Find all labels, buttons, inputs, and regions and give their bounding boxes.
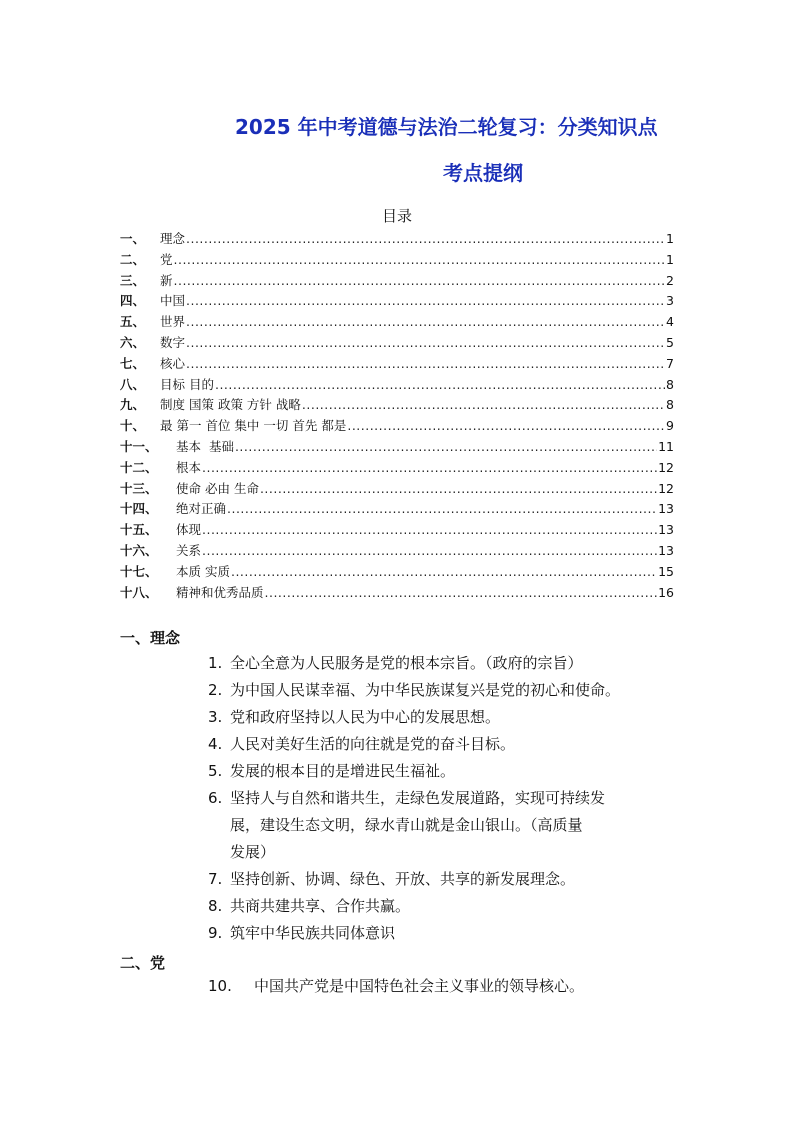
toc-entry[interactable] [120,271,674,292]
toc-entry-label: 基本 基础 [176,438,234,454]
toc-dot-leader [186,356,665,371]
list-item-number: 6. [208,789,223,807]
toc-entry-page: 8 [666,397,674,413]
toc-entry-label: 理念 [160,231,186,246]
list-item-line: 筑牢中华民族共同体意识 [230,924,396,942]
toc-entry-number: 十一、 [120,438,158,454]
title-line-2: 考点提纲 [443,161,523,185]
toc-entry-label: 本质 实质 [176,563,230,579]
toc-entry-number: 一、 [120,231,146,246]
list-item-text [230,704,678,731]
list-item-number: 9. [208,924,223,942]
toc-entry-page: 13 [658,501,674,517]
toc-entry[interactable] [120,437,674,458]
toc-entry-page: 1 [666,251,674,267]
list-item-line: 全心全意为人民服务是党的根本宗旨。（政府的宗旨） [230,654,583,672]
toc-dot-leader [174,273,666,288]
list-item [208,731,678,758]
toc-entry[interactable] [120,291,674,312]
section-heading-concepts: 一、理念 [120,629,181,647]
toc-dot-leader [174,252,666,267]
toc-dot-leader [265,585,658,600]
toc-entry-number: 二、 [120,251,146,267]
list-item-line: 中国共产党是中国特色社会主义事业的领导核心。 [254,977,585,995]
list-item-text [230,893,678,920]
toc-dot-leader [186,314,665,329]
toc-entry-page: 15 [658,563,674,579]
toc-entry[interactable] [120,416,674,437]
list-item-number: 8. [208,897,223,915]
list-item [208,704,678,731]
list-item-number: 5. [208,762,223,780]
toc-entry-label: 根本 [176,459,202,475]
list-item [208,650,678,677]
toc-entry-page: 3 [666,293,674,309]
toc-entry-page: 2 [666,272,674,288]
toc-dot-leader [186,231,665,246]
toc-entry-label: 体现 [176,522,202,538]
list-item-line: 共商共建共享、合作共赢。 [230,897,411,915]
section-party-list [208,973,678,1000]
list-item-line: 展，建设生态文明，绿水青山就是金山银山。（高质量 [230,816,583,834]
toc-entry-number: 十三、 [120,480,158,496]
table-of-contents [120,229,674,603]
toc-entry-number: 七、 [120,355,146,371]
toc-dot-leader [202,543,657,558]
toc-dot-leader [235,439,657,454]
toc-entry[interactable] [120,583,674,604]
list-item-line: 为中国人民谋幸福、为中华民族谋复兴是党的初心和使命。 [230,681,621,699]
toc-entry-label: 关系 [176,542,202,558]
list-item-number: 3. [208,708,223,726]
toc-entry-number: 十八、 [120,584,158,600]
toc-entry-number: 六、 [120,334,146,350]
toc-entry-label: 新 [160,272,173,288]
toc-entry[interactable] [120,479,674,500]
toc-entry-number: 三、 [120,272,146,288]
toc-entry[interactable] [120,312,674,333]
list-item-text [254,973,678,1000]
toc-entry-page: 5 [666,334,674,350]
toc-entry-number: 十七、 [120,563,158,579]
toc-entry[interactable] [120,354,674,375]
list-item-text [230,920,678,947]
list-item-text [230,731,678,758]
list-item-text [230,650,678,677]
toc-entry-label: 世界 [160,314,186,330]
list-item-number: 10. [208,977,232,995]
list-item [208,866,678,893]
toc-dot-leader [215,377,665,392]
toc-entry-number: 十五、 [120,522,158,538]
toc-entry[interactable] [120,458,674,479]
list-item-line: 人民对美好生活的向往就是党的奋斗目标。 [230,735,516,753]
list-item [208,758,678,785]
toc-entry-number: 十四、 [120,501,158,517]
toc-dot-leader [186,293,665,308]
list-item-text [230,785,678,866]
toc-dot-leader [302,397,665,412]
toc-entry-page: 13 [658,522,674,538]
list-item-number: 2. [208,681,223,699]
toc-entry-page: 11 [658,438,674,454]
list-item [208,893,678,920]
toc-entry-label: 目标 目的 [160,376,214,392]
toc-entry-label: 数字 [160,334,186,350]
toc-entry-label: 党 [160,251,173,267]
list-item-number: 7. [208,870,223,888]
list-item [208,677,678,704]
toc-entry-page: 16 [658,584,674,600]
list-item-number: 4. [208,735,223,753]
list-item-line: 发展） [230,843,276,861]
toc-entry[interactable] [120,333,674,354]
toc-dot-leader [202,522,657,537]
toc-entry[interactable] [120,562,674,583]
toc-entry-label: 绝对正确 [176,501,227,517]
toc-entry-page: 12 [658,459,674,475]
toc-entry-number: 四、 [120,293,146,309]
toc-entry-label: 核心 [160,355,186,371]
toc-entry-page: 12 [658,480,674,496]
list-item-line: 党和政府坚持以人民为中心的发展思想。 [230,708,501,726]
toc-entry[interactable] [120,229,674,250]
toc-entry-number: 八、 [120,376,146,392]
section-concepts-list [208,650,678,947]
toc-entry-page: 4 [666,314,674,330]
toc-dot-leader [202,460,657,475]
toc-entry-label: 制度 国策 政策 方针 战略 [160,397,301,413]
toc-entry-page: 7 [666,355,674,371]
list-item-text [230,758,678,785]
toc-entry[interactable] [120,250,674,271]
toc-entry[interactable] [120,499,674,520]
toc-dot-leader [227,501,657,516]
toc-entry[interactable] [120,395,674,416]
toc-entry[interactable] [120,541,674,562]
list-item [208,920,678,947]
list-item [208,973,678,1000]
list-item-text [230,677,678,704]
toc-entry-page: 13 [658,542,674,558]
toc-entry-number: 十、 [120,418,146,434]
toc-entry-number: 十二、 [120,459,158,475]
toc-dot-leader [260,481,657,496]
section-heading-party: 二、党 [120,954,166,972]
toc-entry-page: 8 [666,376,674,392]
list-item-text [230,866,678,893]
title-line-1: 2025 年中考道德与法治二轮复习：分类知识点 [235,115,658,139]
toc-entry-page: 1 [666,231,674,246]
toc-dot-leader [347,418,665,433]
toc-entry-number: 五、 [120,314,146,330]
toc-entry-label: 最 第一 首位 集中 一切 首先 都是 [160,418,347,434]
toc-heading: 目录 [381,207,412,225]
list-item-line: 发展的根本目的是增进民生福祉。 [230,762,456,780]
toc-entry-number: 九、 [120,397,146,413]
toc-dot-leader [186,335,665,350]
toc-entry-label: 精神和优秀品质 [176,584,264,600]
list-item-number: 1. [208,654,223,672]
toc-dot-leader [231,564,657,579]
list-item-line: 坚持人与自然和谐共生，走绿色发展道路，实现可持续发 [230,789,606,807]
toc-entry-label: 使命 必由 生命 [176,480,259,496]
list-item [208,785,678,866]
toc-entry[interactable] [120,520,674,541]
list-item-line: 坚持创新、协调、绿色、开放、共享的新发展理念。 [230,870,576,888]
toc-entry-page: 9 [666,418,674,434]
toc-entry-number: 十六、 [120,542,158,558]
document-title [120,104,794,196]
toc-entry[interactable] [120,375,674,396]
toc-entry-label: 中国 [160,293,186,309]
